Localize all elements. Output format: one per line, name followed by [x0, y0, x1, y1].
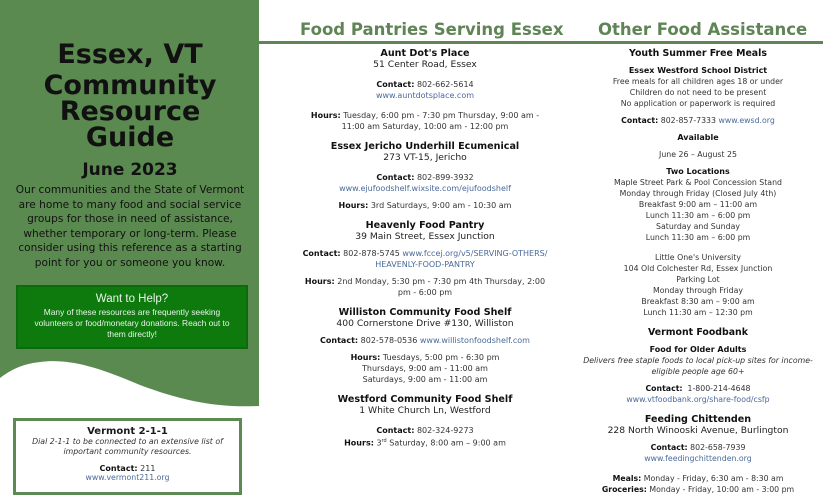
pantries-column: [300, 48, 550, 449]
location-line: Saturday and Sunday: [656, 222, 740, 231]
location-line: Lunch 11:30 am – 6:00 pm: [645, 233, 751, 242]
groceries-label: Groceries:: [601, 485, 647, 494]
pantries-section-title: Food Pantries Serving Essex: [300, 20, 564, 39]
pantry-link[interactable]: www.willistonfoodshelf.com: [419, 336, 530, 345]
pantry-aunt-dots: [300, 48, 550, 132]
pantry-westford: [300, 394, 550, 449]
want-to-help-box: [16, 285, 248, 349]
program-contact: [574, 442, 822, 453]
meals-hours: [574, 473, 822, 484]
vermont-foodbank: [574, 327, 822, 405]
pantry-phone: 802-878-5745: [343, 249, 400, 258]
cover-title-line: Guide: [85, 122, 175, 153]
hours-ordinal-suffix: rd: [381, 438, 387, 444]
pantry-name: Aunt Dot's Place: [380, 48, 470, 59]
help-heading: Want to Help?: [95, 293, 169, 305]
pantry-hours: [300, 276, 550, 298]
pantry-address: 273 VT-15, Jericho: [383, 152, 467, 163]
pantry-name: Westford Community Food Shelf: [337, 394, 513, 405]
pantry-contact: [300, 172, 550, 183]
program-phone: 802-857-7333: [660, 116, 716, 125]
pantry-hours: [300, 352, 550, 363]
other-assistance-column: [574, 48, 822, 495]
vt211-heading: Vermont 2-1-1: [87, 426, 168, 437]
pantry-link[interactable]: www.fccej.org/v5/SERVING-OTHERS/ HEAVENLY-FOOD-PANTRY: [375, 249, 548, 269]
contact-label: Contact:: [645, 384, 683, 393]
hours-text: Tuesday, 6:00 pm - 7:30 pm Thursday, 9:00 am - 11:00 am Saturday, 10:00 am - 12:00 pm: [341, 111, 540, 131]
header-divider: [259, 41, 823, 44]
contact-label: Contact:: [621, 116, 659, 125]
location-line: Maple Street Park & Pool Concession Stand: [614, 178, 782, 187]
cover-title: [0, 70, 260, 153]
pantry-phone: 802-324-9273: [416, 426, 474, 435]
feeding-chittenden: [574, 414, 822, 495]
program-link[interactable]: www.feedingchittenden.org: [644, 454, 752, 463]
contact-label: Contact:: [99, 464, 138, 473]
hours-label: Hours:: [344, 438, 374, 448]
pantry-link[interactable]: www.auntdotsplace.com: [375, 91, 475, 100]
program-detail: Free meals for all children ages 18 or under: [612, 77, 784, 86]
location-line: Lunch 11:30 am – 6:00 pm: [645, 211, 751, 220]
program-phone: 802-658-7939: [690, 443, 746, 452]
location-line: Lunch 11:30 am – 12:30 pm: [643, 308, 753, 317]
vt211-contact: [16, 464, 239, 473]
pantry-phone: 802-899-3932: [416, 173, 474, 182]
hours-ordinal: 3: [376, 438, 382, 448]
pantry-address: 39 Main Street, Essex Junction: [355, 231, 495, 242]
pantry-link[interactable]: www.ejufoodshelf.wixsite.com/ejufoodshelf: [339, 184, 511, 193]
pantry-name: Williston Community Food Shelf: [338, 307, 512, 318]
pantry-phone: 802-662-5614: [416, 80, 474, 89]
vt211-description: Dial 2-1-1 to be connected to an extensive list of important community resources.: [32, 437, 223, 456]
location-line: 104 Old Colchester Rd, Essex Junction: [623, 264, 773, 273]
hours-text: 2nd Monday, 5:30 pm - 7:30 pm 4th Thursday, 2:00 pm - 6:00 pm: [337, 277, 546, 297]
groceries-hours: [574, 484, 822, 495]
cover-location: Essex, VT: [57, 39, 203, 70]
pantry-contact: [300, 335, 550, 346]
program-link[interactable]: www.ewsd.org: [718, 116, 775, 125]
contact-label: Contact:: [650, 443, 688, 452]
meals-text: Monday - Friday, 6:30 am - 8:30 am: [643, 474, 784, 483]
program-subtitle: Food for Older Adults: [649, 345, 747, 354]
location-line: Little One's University: [655, 253, 741, 262]
contact-label: Contact:: [376, 80, 415, 89]
pantry-williston: [300, 307, 550, 385]
cover-intro: Our communities and the State of Vermont are home to many food and social service groups for those in need of assistance, whether temporary or long-term. Please consider using this reference as a starting point for you or someone you know.: [15, 184, 245, 269]
available-label: Available: [677, 133, 719, 142]
program-name: Vermont Foodbank: [648, 327, 748, 338]
location-line: Monday through Friday (Closed July 4th): [619, 189, 777, 198]
contact-label: Contact:: [302, 249, 341, 258]
cover-date: June 2023: [82, 160, 178, 180]
program-detail: No application or paperwork is required: [620, 99, 776, 108]
program-contact: [574, 115, 822, 126]
pantry-address: 1 White Church Ln, Westford: [359, 405, 491, 416]
help-body: Many of these resources are frequently seeking volunteers or food/monetary donations. Reach out to them directly!: [34, 307, 230, 339]
hours-text: Thursdays, 9:00 am - 11:00 am: [362, 364, 488, 373]
hours-text: Tuesdays, 5:00 pm - 6:30 pm: [382, 353, 500, 362]
meals-label: Meals:: [612, 474, 642, 483]
program-description: Delivers free staple foods to local pick-up sites for income-eligible people age 60+: [583, 356, 813, 376]
other-section-title: Other Food Assistance: [598, 20, 808, 39]
pantry-hours: [300, 200, 550, 211]
contact-label: Contact:: [320, 336, 359, 345]
program-org: Essex Westford School District: [628, 66, 768, 75]
program-address: 228 North Winooski Avenue, Burlington: [607, 425, 789, 436]
cover-title-line: Community: [43, 70, 217, 101]
hours-label: Hours:: [350, 353, 381, 362]
program-link[interactable]: www.vtfoodbank.org/share-food/csfp: [626, 395, 770, 404]
pantry-eju: [300, 141, 550, 211]
vt211-link[interactable]: www.vermont211.org: [85, 473, 170, 482]
hours-label: Hours:: [338, 201, 369, 210]
available-dates: June 26 – August 25: [659, 150, 737, 159]
program-detail: Children do not need to be present: [629, 88, 767, 97]
youth-summer-meals: [574, 48, 822, 318]
pantry-hours: [300, 436, 550, 449]
program-name: Youth Summer Free Meals: [629, 48, 767, 59]
hours-text: 3rd Saturdays, 9:00 am - 10:30 am: [370, 201, 512, 210]
program-phone: 1-800-214-4648: [687, 384, 751, 393]
pantry-contact: [300, 248, 550, 270]
program-contact: [574, 383, 822, 394]
contact-label: Contact:: [376, 173, 415, 182]
hours-label: Hours:: [310, 111, 341, 120]
locations-label: Two Locations: [666, 167, 730, 176]
location-line: Monday through Friday: [652, 286, 743, 295]
vermont-211-box: [13, 418, 242, 495]
hours-text: Saturday, 8:00 am – 9:00 am: [386, 438, 506, 448]
location-line: Breakfast 9:00 am – 11:00 am: [638, 200, 758, 209]
program-name: Feeding Chittenden: [644, 414, 752, 425]
groceries-text: Monday - Friday, 10:00 am - 3:00 pm: [649, 485, 795, 494]
pantry-contact: [300, 79, 550, 90]
location-line: Parking Lot: [676, 275, 720, 284]
location-line: Breakfast 8:30 am – 9:00 am: [641, 297, 755, 306]
hours-text: Saturdays, 9:00 am - 11:00 am: [362, 375, 488, 384]
pantry-address: 400 Cornerstone Drive #130, Williston: [336, 318, 514, 329]
hours-label: Hours:: [304, 277, 335, 286]
pantry-hours: [300, 110, 550, 132]
contact-label: Contact:: [376, 426, 415, 435]
pantry-phone: 802-578-0536: [360, 336, 418, 345]
pantry-contact: [300, 425, 550, 436]
pantry-name: Essex Jericho Underhill Ecumenical: [330, 141, 520, 152]
pantry-address: 51 Center Road, Essex: [373, 59, 477, 70]
cover-title-line: Resource: [59, 96, 201, 127]
vt211-phone: 211: [140, 464, 156, 473]
pantry-heavenly: [300, 220, 550, 298]
pantry-name: Heavenly Food Pantry: [365, 220, 485, 231]
